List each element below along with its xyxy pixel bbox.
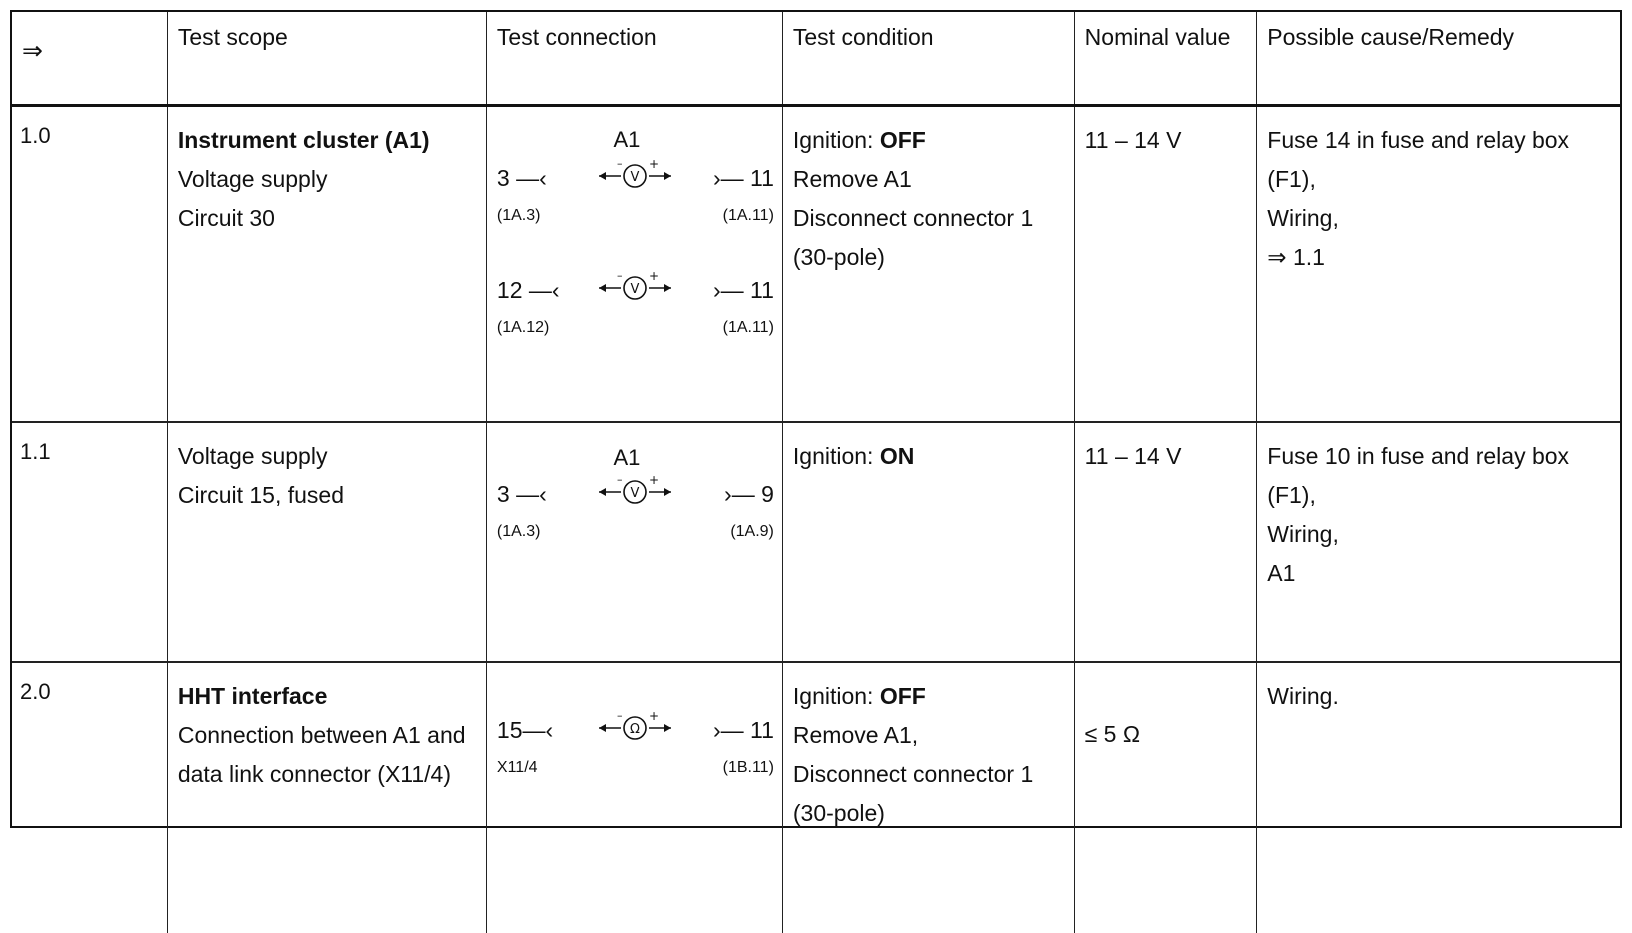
svg-text:–: – (616, 711, 623, 722)
voltmeter-icon (595, 271, 675, 305)
meter-symbol: V (630, 282, 640, 297)
right-pin: ›— 11 (712, 165, 774, 191)
header-step-arrow: ⇒ (12, 12, 167, 106)
scope-title: HHT interface (177, 683, 328, 709)
condition-line: Disconnect connector 1 (792, 761, 1034, 787)
right-pin-ref: (1A.11) (722, 207, 774, 224)
header-remedy: Possible cause/Remedy (1257, 12, 1620, 106)
scope-title: Instrument cluster (A1) (177, 127, 430, 153)
remedy-cell (1257, 422, 1620, 662)
header-row (12, 12, 1620, 106)
right-pin-ref: (1A.11) (722, 319, 774, 336)
condition-line: (30-pole) (792, 800, 885, 826)
remedy-line: (F1), (1267, 166, 1316, 192)
svg-text:–: – (616, 271, 623, 282)
header-test-condition: Test condition (782, 12, 1074, 106)
condition-line: Remove A1, (792, 722, 919, 748)
svg-text:–: – (616, 475, 623, 486)
scope-line: Circuit 15, fused (177, 482, 345, 508)
scope-line: Voltage supply (177, 166, 328, 192)
nominal-value-cell: ≤ 5 Ω (1074, 662, 1257, 933)
ignition-condition: Ignition: OFF (792, 127, 926, 153)
nominal-value-cell: 11 – 14 V (1074, 422, 1257, 662)
left-pin-ref: (1A.3) (496, 523, 541, 540)
nominal-value-cell: 11 – 14 V (1074, 106, 1257, 423)
left-pin-ref: (1A.12) (496, 319, 550, 336)
module-label: A1 (613, 127, 641, 152)
remedy-line: Wiring, (1267, 205, 1339, 231)
svg-text:+: + (648, 711, 659, 723)
left-pin: 3 —‹ (496, 481, 547, 507)
test-condition-cell (782, 106, 1074, 423)
left-pin: 12 —‹ (496, 277, 560, 303)
scope-line: data link connector (X11/4) (177, 761, 451, 787)
meter-symbol: V (630, 486, 640, 501)
table-row (12, 422, 1620, 662)
right-pin: ›— 11 (712, 717, 774, 743)
table-row (12, 662, 1620, 933)
test-scope-cell (167, 422, 486, 662)
ignition-condition: Ignition: OFF (792, 683, 926, 709)
right-pin-ref: (1A.9) (730, 523, 774, 540)
test-scope-cell (167, 662, 486, 933)
remedy-cell (1257, 106, 1620, 423)
scope-line: Voltage supply (177, 443, 328, 469)
svg-text:–: – (616, 159, 623, 170)
table-row (12, 106, 1620, 423)
remedy-line: (F1), (1267, 482, 1316, 508)
left-pin: 15—‹ (496, 717, 554, 743)
right-pin: ›— 11 (712, 277, 774, 303)
step-number: 2.0 (20, 679, 51, 704)
condition-line: Disconnect connector 1 (792, 205, 1034, 231)
remedy-line: A1 (1267, 560, 1296, 586)
remedy-line: Fuse 10 in fuse and relay box (1267, 443, 1570, 469)
test-scope-cell (167, 106, 486, 423)
voltmeter-icon (595, 159, 675, 193)
left-pin-ref: X11/4 (496, 759, 538, 776)
svg-text:+: + (648, 271, 659, 283)
test-condition-cell (782, 662, 1074, 933)
ignition-condition: Ignition: ON (792, 443, 915, 469)
left-pin-ref: (1A.3) (496, 207, 541, 224)
right-pin: ›— 9 (724, 481, 774, 507)
test-connection-cell (486, 422, 782, 662)
test-table (12, 12, 1620, 933)
voltmeter-icon (595, 475, 675, 509)
meter-symbol: Ω (629, 722, 640, 737)
svg-text:+: + (648, 475, 659, 487)
test-connection-cell (486, 106, 782, 423)
test-table-sheet (10, 10, 1622, 828)
header-test-connection: Test connection (486, 12, 782, 106)
condition-line: Remove A1 (792, 166, 912, 192)
module-label: A1 (613, 445, 641, 470)
svg-text:+: + (648, 159, 659, 171)
header-nominal-value: Nominal value (1074, 12, 1257, 106)
step-number: 1.0 (12, 106, 167, 423)
scope-line: Circuit 30 (177, 205, 275, 231)
remedy-line: Wiring, (1267, 521, 1339, 547)
scope-line: Connection between A1 and (177, 722, 466, 748)
test-connection-cell (486, 662, 782, 933)
header-test-scope: Test scope (167, 12, 486, 106)
remedy-line: Wiring. (1267, 683, 1339, 709)
ohmmeter-icon (595, 711, 675, 745)
meter-symbol: V (630, 170, 640, 185)
remedy-reference: ⇒ 1.1 (1267, 244, 1325, 270)
remedy-line: Fuse 14 in fuse and relay box (1267, 127, 1570, 153)
right-pin-ref: (1B.11) (722, 759, 774, 776)
test-condition-cell (782, 422, 1074, 662)
step-number: 1.1 (12, 422, 167, 662)
left-pin: 3 —‹ (496, 165, 547, 191)
remedy-cell (1257, 662, 1620, 933)
condition-line: (30-pole) (792, 244, 885, 270)
